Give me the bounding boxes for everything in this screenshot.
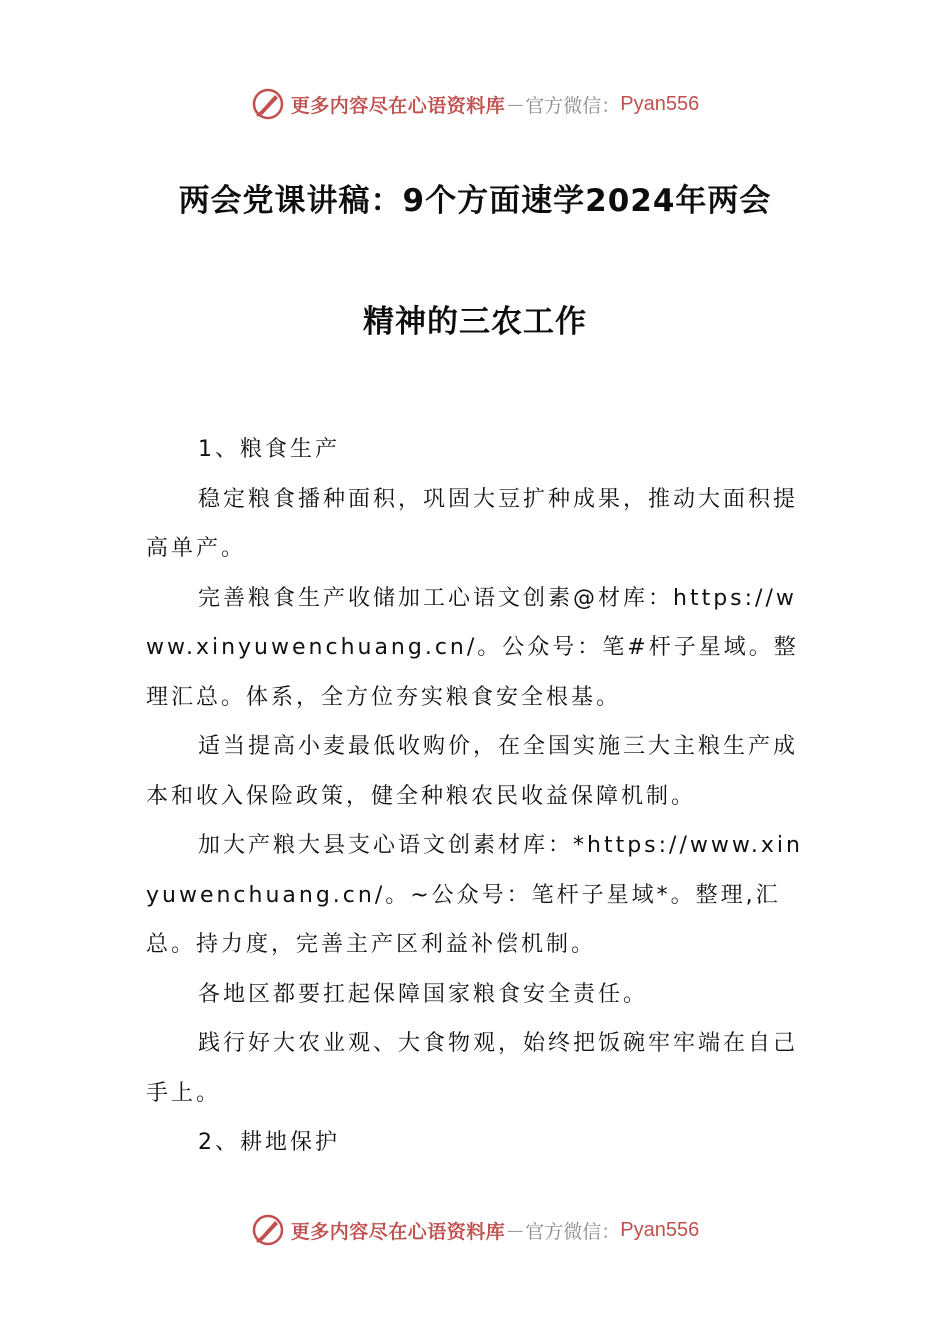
section-heading: 1、粮食生产 <box>198 437 340 462</box>
watermark-brand: 更多内容尽在心语资料库 <box>290 94 506 117</box>
quill-logo-icon <box>251 87 285 121</box>
document-title-line-2: 精神的三农工作 <box>363 304 587 340</box>
section-heading: 2、耕地保护 <box>198 1130 340 1155</box>
body-paragraph: 各地区都要扛起保障国家粮食安全责任。 <box>198 981 649 1007</box>
watermark-label: 官方微信： <box>525 1220 621 1243</box>
body-paragraph: 践行好大农业观、大食物观，始终把饭碗牢牢端在自己手上。 <box>146 1031 799 1106</box>
document-title-line-1: 两会党课讲稿：9个方面速学2024年两会 <box>178 183 772 219</box>
header-watermark <box>0 84 950 124</box>
watermark-separator: — <box>507 94 524 114</box>
watermark-wechat-id: Pyan556 <box>620 1218 700 1241</box>
body-paragraph: 完善粮食生产收储加工心语文创素@材库：https://www.xinyuwenchuang.cn/。公众号：笔#杆子星域。整理汇总。体系，全方位夯实粮食安全根基。 <box>146 585 799 710</box>
quill-logo-icon <box>251 1213 285 1247</box>
document-body <box>146 425 808 1168</box>
watermark-separator: — <box>507 1220 524 1240</box>
body-paragraph: 适当提高小麦最低收购价，在全国实施三大主粮生产成本和收入保险政策，健全种粮农民收益保障机制。 <box>146 734 799 809</box>
watermark-wechat-id: Pyan556 <box>620 92 700 115</box>
watermark-label: 官方微信： <box>525 94 621 117</box>
body-paragraph: 加大产粮大县支心语文创素材库：*https://www.xinyuwenchuang.cn/。~公众号：笔杆子星域*。整理,汇总。持力度，完善主产区利益补偿机制。 <box>146 833 803 957</box>
body-paragraph: 稳定粮食播种面积，巩固大豆扩种成果，推动大面积提高单产。 <box>146 486 799 561</box>
watermark-brand: 更多内容尽在心语资料库 <box>290 1220 506 1243</box>
footer-watermark <box>0 1210 950 1250</box>
